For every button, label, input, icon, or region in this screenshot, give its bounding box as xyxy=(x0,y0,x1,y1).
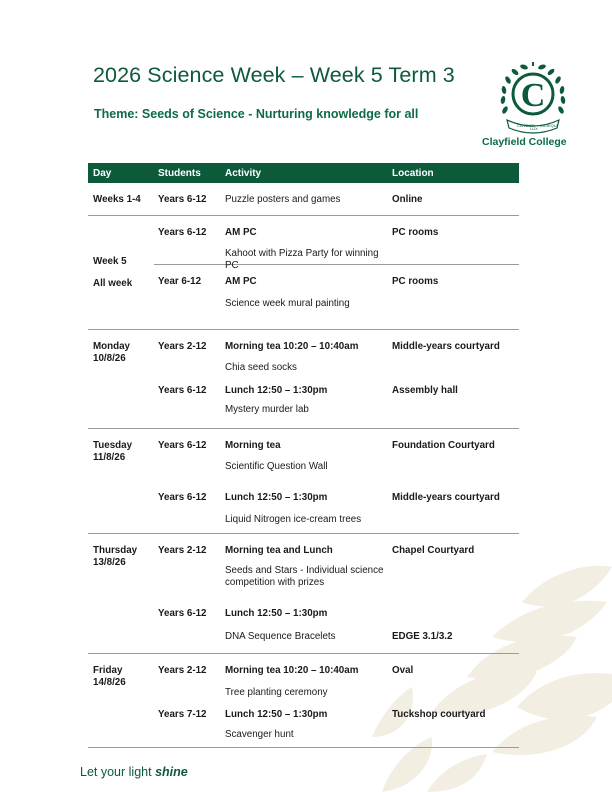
col-activity-header: Activity xyxy=(225,168,262,179)
table-row xyxy=(88,183,519,216)
col-day-header: Day xyxy=(93,168,112,179)
activity-cell: Morning tea xyxy=(225,440,281,451)
tagline-emphasis: shine xyxy=(155,765,188,779)
detail-cell: Science week mural painting xyxy=(225,298,350,309)
location-cell: PC rooms xyxy=(392,276,439,287)
students-cell: Years 7-12 xyxy=(158,709,207,720)
detail-cell: Scientific Question Wall xyxy=(225,461,328,472)
students-cell: Years 6-12 xyxy=(158,385,207,396)
col-location-header: Location xyxy=(392,168,434,179)
day-cell-sub: All week xyxy=(93,278,133,289)
detail-cell: Liquid Nitrogen ice-cream trees xyxy=(225,514,362,525)
day-cell: Friday 14/8/26 xyxy=(93,665,126,688)
activity-cell: AM PC xyxy=(225,227,257,238)
detail-cell: Seeds and Stars - Individual science competition with prizes xyxy=(225,565,384,588)
activity-cell: Morning tea and Lunch xyxy=(225,545,333,556)
table-row xyxy=(88,654,519,748)
location-cell: Online xyxy=(392,194,423,205)
page-title: 2026 Science Week – Week 5 Term 3 xyxy=(93,63,455,87)
activity-cell: Lunch 12:50 – 1:30pm xyxy=(225,385,328,396)
svg-text:LUX: LUX xyxy=(530,126,538,131)
detail-cell: Tree planting ceremony xyxy=(225,687,328,698)
table-row xyxy=(88,330,519,429)
day-cell: Tuesday 11/8/26 xyxy=(93,440,133,463)
detail-cell: Mystery murder lab xyxy=(225,404,309,415)
svg-text:C: C xyxy=(520,77,546,114)
table-header xyxy=(88,163,519,183)
students-cell: Years 2-12 xyxy=(158,341,207,352)
college-name: Clayfield College xyxy=(482,136,567,148)
activity-cell: AM PC xyxy=(225,276,257,287)
day-cell: Thursday 13/8/26 xyxy=(93,545,138,568)
theme-subtitle: Theme: Seeds of Science - Nurturing knowledge for all xyxy=(94,107,419,121)
students-cell: Years 6-12 xyxy=(158,227,207,238)
schedule-table xyxy=(88,163,519,748)
activity-cell: Puzzle posters and games xyxy=(225,194,341,205)
activity-cell: Lunch 12:50 – 1:30pm xyxy=(225,492,328,503)
tagline-text: Let your light xyxy=(80,765,152,779)
svg-text:ASSEQUI: ASSEQUI xyxy=(540,123,558,128)
students-cell: Years 6-12 xyxy=(158,608,207,619)
location-cell: Middle-years courtyard xyxy=(392,341,500,352)
detail-cell: Kahoot with Pizza Party for winning PC xyxy=(225,248,379,271)
table-row xyxy=(88,429,519,534)
location-cell: Chapel Courtyard xyxy=(392,545,475,556)
location-cell: EDGE 3.1/3.2 xyxy=(392,631,453,642)
detail-cell: DNA Sequence Bracelets xyxy=(225,631,336,642)
activity-cell: Morning tea 10:20 – 10:40am xyxy=(225,341,359,352)
location-cell: PC rooms xyxy=(392,227,439,238)
students-cell: Year 6-12 xyxy=(158,276,202,287)
students-cell: Years 2-12 xyxy=(158,665,207,676)
table-row xyxy=(88,534,519,654)
detail-cell: Chia seed socks xyxy=(225,362,297,373)
activity-cell: Morning tea 10:20 – 10:40am xyxy=(225,665,359,676)
day-cell: Monday 10/8/26 xyxy=(93,341,131,364)
table-row xyxy=(88,216,519,330)
location-cell: Oval xyxy=(392,665,414,676)
day-cell: Week 5 xyxy=(93,256,127,267)
location-cell: Tuckshop courtyard xyxy=(392,709,486,720)
location-cell: Foundation Courtyard xyxy=(392,440,495,451)
col-students-header: Students xyxy=(158,168,201,179)
students-cell: Years 2-12 xyxy=(158,545,207,556)
college-crest-logo xyxy=(497,58,569,138)
day-cell: Weeks 1-4 xyxy=(93,194,141,205)
students-cell: Years 6-12 xyxy=(158,194,207,205)
sub-row xyxy=(154,216,519,271)
svg-text:CANDIDE: CANDIDE xyxy=(517,123,536,128)
students-cell: Years 6-12 xyxy=(158,440,207,451)
detail-cell: Scavenger hunt xyxy=(225,729,294,740)
location-cell: Assembly hall xyxy=(392,385,458,396)
location-cell: Middle-years courtyard xyxy=(392,492,500,503)
students-cell: Years 6-12 xyxy=(158,492,207,503)
activity-cell: Lunch 12:50 – 1:30pm xyxy=(225,608,328,619)
activity-cell: Lunch 12:50 – 1:30pm xyxy=(225,709,328,720)
footer-tagline xyxy=(80,765,188,779)
